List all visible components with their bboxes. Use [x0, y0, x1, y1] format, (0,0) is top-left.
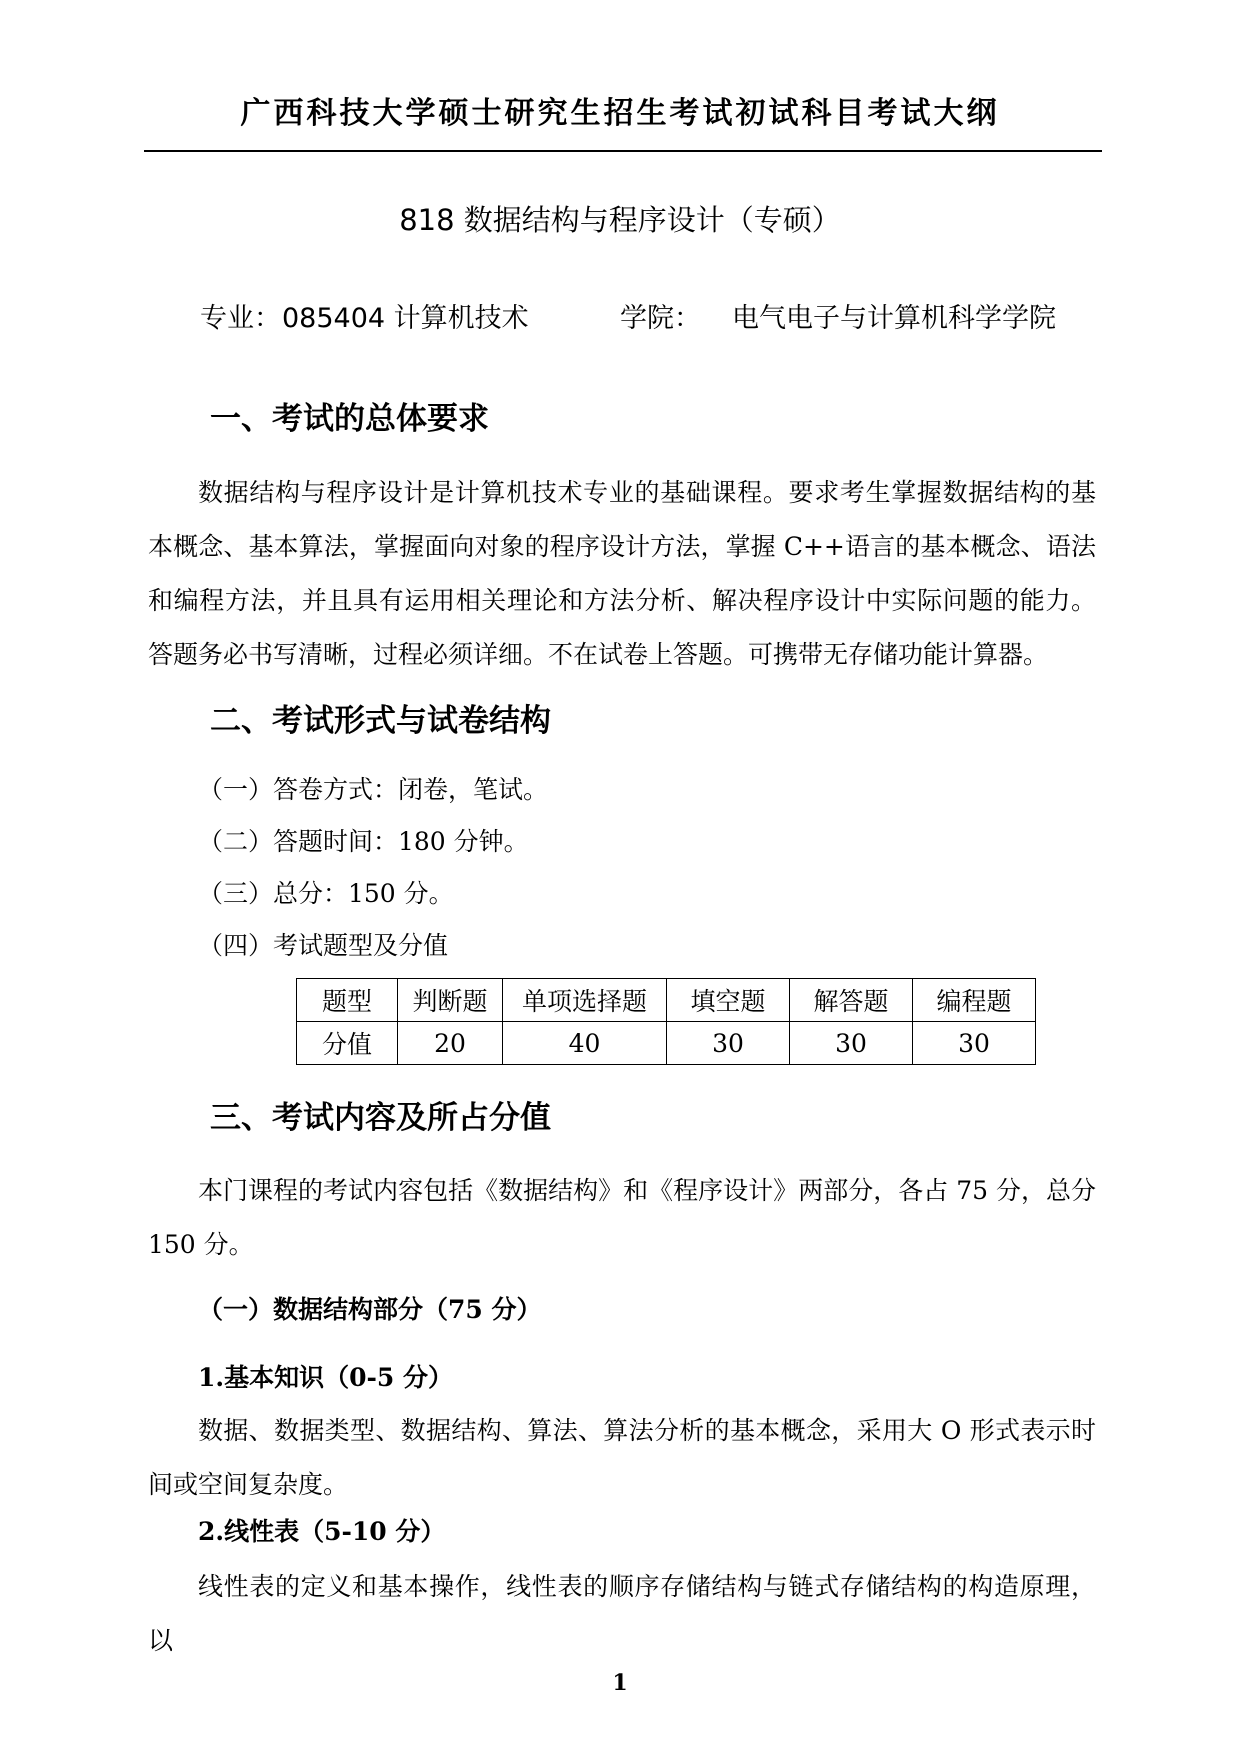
exam-format-item: （一）答卷方式：闭卷，笔试。 — [198, 775, 549, 804]
school-value: 电气电子与计算机科学学院 — [732, 303, 1056, 334]
page-number: 1 — [612, 1670, 628, 1696]
topic-1-body: 数据、数据类型、数据结构、算法、算法分析的基本概念，采用大 O 形式表示时间或空间复杂度。 — [148, 1416, 1096, 1499]
total-score-item: （三）总分：150 分。 — [198, 879, 454, 908]
table-cell: 判断题 — [398, 979, 503, 1022]
table-cell: 解答题 — [790, 979, 913, 1022]
document-header: 广西科技大学硕士研究生招生考试初试科目考试大纲 — [240, 96, 1000, 131]
score-table — [296, 978, 1036, 1065]
topic-2-heading: 2.线性表（5-10 分） — [198, 1517, 446, 1546]
table-cell: 填空题 — [667, 979, 790, 1022]
topic-2-body: 线性表的定义和基本操作，线性表的顺序存储结构与链式存储结构的构造原理，以 — [148, 1572, 1096, 1655]
table-cell: 30 — [913, 1022, 1036, 1065]
section-1-heading: 一、考试的总体要求 — [210, 401, 489, 437]
section-3-heading: 三、考试内容及所占分值 — [210, 1100, 551, 1136]
table-cell: 编程题 — [913, 979, 1036, 1022]
table-cell: 单项选择题 — [503, 979, 667, 1022]
major-label: 专业： — [200, 303, 281, 334]
table-header-row — [297, 979, 1036, 1022]
major-value: 085404 计算机技术 — [282, 303, 529, 334]
section-3-intro: 本门课程的考试内容包括《数据结构》和《程序设计》两部分，各占 75 分，总分 150 分。 — [148, 1176, 1096, 1259]
section-2-heading: 二、考试形式与试卷结构 — [210, 703, 551, 739]
section-1-body: 数据结构与程序设计是计算机技术专业的基础课程。要求考生掌握数据结构的基本概念、基本算法，掌握面向对象的程序设计方法，掌握 C++语言的基本概念、语法和编程方法，并且具有运用相关理论和方法分析、解决程序设计中实际问题的能力。答题务必书写清晰，过程必须详细。不在试卷上答题。可携带无存储功能计算器。 — [148, 478, 1096, 669]
question-types-item: （四）考试题型及分值 — [198, 931, 449, 960]
table-cell: 分值 — [297, 1022, 398, 1065]
table-cell: 30 — [790, 1022, 913, 1065]
school-label: 学院： — [620, 303, 701, 334]
table-cell: 40 — [503, 1022, 667, 1065]
data-structure-part-heading: （一）数据结构部分（75 分） — [198, 1295, 542, 1324]
table-row — [297, 1022, 1036, 1065]
header-divider — [144, 150, 1102, 152]
table-cell: 20 — [398, 1022, 503, 1065]
exam-duration-item: （二）答题时间：180 分钟。 — [198, 827, 529, 856]
table-cell: 30 — [667, 1022, 790, 1065]
topic-1-heading: 1.基本知识（0-5 分） — [198, 1363, 453, 1392]
document-title: 818 数据结构与程序设计（专硕） — [399, 203, 841, 237]
table-cell: 题型 — [297, 979, 398, 1022]
